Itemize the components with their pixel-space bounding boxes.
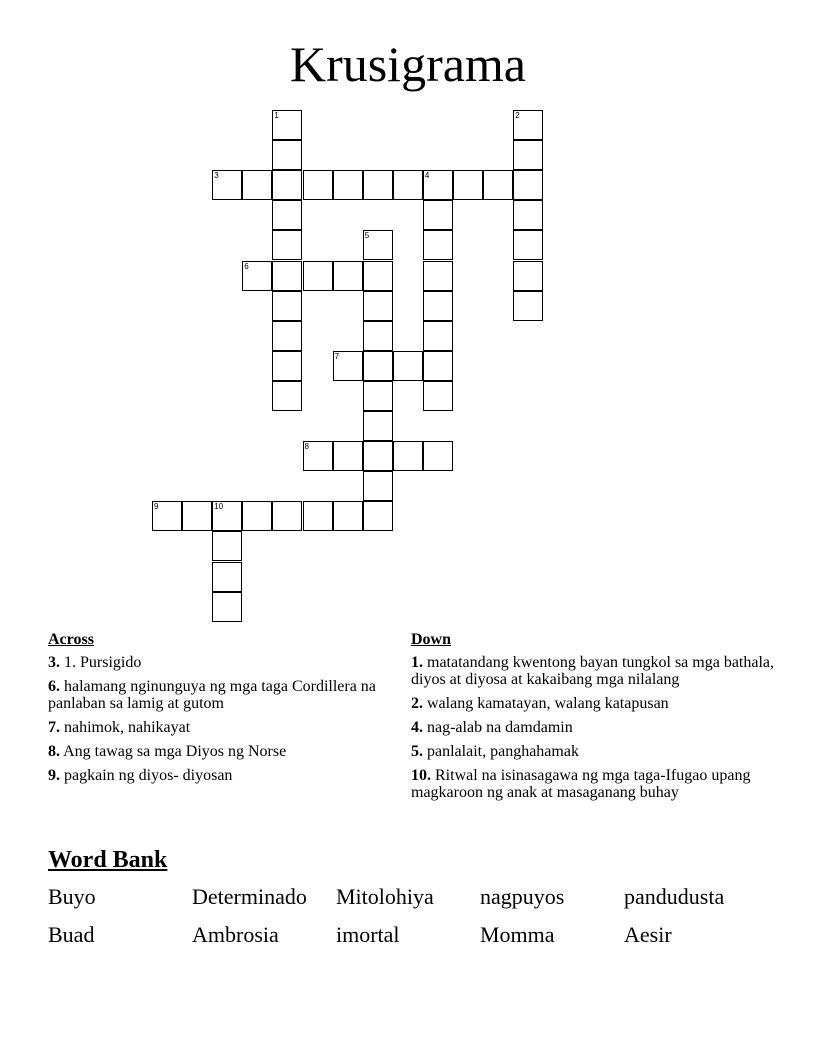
clue-number: 3. <box>48 654 60 671</box>
across-heading: Across <box>48 631 94 648</box>
crossword-cell[interactable] <box>242 261 272 291</box>
cell-number: 9 <box>154 502 159 512</box>
crossword-cell[interactable] <box>513 200 543 230</box>
word-bank-item: nagpuyos <box>480 884 565 909</box>
clue-text: halamang nginunguya ng mga taga Cordillera na panlaban sa lamig at gutom <box>48 678 376 712</box>
crossword-cell[interactable] <box>272 381 302 411</box>
crossword-cell[interactable] <box>423 170 453 200</box>
crossword-cell[interactable] <box>363 381 393 411</box>
crossword-cell[interactable] <box>513 291 543 321</box>
crossword-cell[interactable] <box>423 441 453 471</box>
crossword-cell[interactable] <box>423 321 453 351</box>
crossword-cell[interactable] <box>303 501 333 531</box>
clue-number: 6. <box>48 678 60 695</box>
clue-text: nag-alab na damdamin <box>427 719 573 736</box>
cell-number: 8 <box>304 442 309 452</box>
cell-number: 5 <box>364 231 370 241</box>
word-bank-item: Mitolohiya <box>336 884 434 909</box>
crossword-cell[interactable] <box>272 351 302 381</box>
word-bank-item: Aesir <box>624 922 672 947</box>
down-heading: Down <box>411 631 452 648</box>
crossword-cell[interactable] <box>513 170 543 200</box>
crossword-cell[interactable] <box>513 140 543 170</box>
clue-down-1 <box>411 654 781 688</box>
crossword-cell[interactable] <box>212 170 242 200</box>
crossword-cell[interactable] <box>363 441 393 471</box>
crossword-cell[interactable] <box>303 261 333 291</box>
clue-across-9 <box>48 767 378 784</box>
crossword-cell[interactable] <box>242 170 272 200</box>
clue-down-2 <box>411 695 781 712</box>
crossword-cell[interactable] <box>272 501 302 531</box>
down-clues <box>411 630 781 808</box>
crossword-cell[interactable] <box>333 261 363 291</box>
cell-number: 6 <box>244 261 249 271</box>
clue-number: 2. <box>411 695 423 712</box>
word-bank-item: Determinado <box>192 884 307 909</box>
crossword-cell[interactable] <box>453 170 483 200</box>
crossword-cell[interactable] <box>333 501 363 531</box>
clue-number: 8. <box>48 743 60 760</box>
crossword-cell[interactable] <box>363 321 393 351</box>
crossword-cell[interactable] <box>212 562 242 592</box>
crossword-cell[interactable] <box>393 170 423 200</box>
crossword-cell[interactable] <box>363 471 393 501</box>
crossword-cell[interactable] <box>423 230 453 260</box>
clue-across-8 <box>48 743 378 760</box>
crossword-cell[interactable] <box>363 351 393 381</box>
crossword-cell[interactable] <box>272 291 302 321</box>
word-bank-item: pandudusta <box>624 884 725 909</box>
crossword-cell[interactable] <box>303 170 333 200</box>
clue-text: pagkain ng diyos- diyosan <box>64 767 233 784</box>
cell-number: 4 <box>424 171 430 181</box>
crossword-cell[interactable] <box>272 321 302 351</box>
across-clues <box>48 630 378 791</box>
cell-number: 10 <box>214 502 224 512</box>
crossword-cell[interactable] <box>363 501 393 531</box>
crossword-cell[interactable] <box>212 531 242 561</box>
word-bank <box>48 882 768 950</box>
word-bank-item: imortal <box>336 922 400 947</box>
cell-number: 7 <box>334 351 340 361</box>
crossword-cell[interactable] <box>272 110 302 140</box>
crossword-cell[interactable] <box>423 351 453 381</box>
crossword-cell[interactable] <box>272 261 302 291</box>
word-bank-item: Buyo <box>48 884 96 909</box>
clue-number: 1. <box>411 654 423 671</box>
crossword-cell[interactable] <box>272 230 302 260</box>
word-bank-item: Momma <box>480 922 555 947</box>
crossword-cell[interactable] <box>272 170 302 200</box>
clue-text: Ritwal na isinasagawa ng mga taga-Ifugao upang magkaroon ng anak at masaganang buhay <box>411 767 751 801</box>
cell-number: 1 <box>274 111 279 120</box>
clue-number: 7. <box>48 719 60 736</box>
crossword-cell[interactable] <box>423 381 453 411</box>
clue-text: 1. Pursigido <box>64 654 142 671</box>
clue-across-6 <box>48 678 378 712</box>
clue-number: 5. <box>411 743 423 760</box>
crossword-cell[interactable] <box>212 501 242 531</box>
crossword-cell[interactable] <box>272 140 302 170</box>
clue-text: Ang tawag sa mga Diyos ng Norse <box>63 743 287 760</box>
clue-text: nahimok, nahikayat <box>64 719 191 736</box>
word-bank-item: Ambrosia <box>192 922 279 947</box>
crossword-cell[interactable] <box>303 441 333 471</box>
crossword-cell[interactable] <box>152 501 182 531</box>
clue-number: 4. <box>411 719 423 736</box>
crossword-cell[interactable] <box>363 170 393 200</box>
clue-down-10 <box>411 767 781 801</box>
crossword-cell[interactable] <box>393 351 423 381</box>
crossword-cell[interactable] <box>483 170 513 200</box>
clue-text: matatandang kwentong bayan tungkol sa mga bathala, diyos at diyosa at kakaibang mga nilalang <box>411 654 775 688</box>
crossword-cell[interactable] <box>272 200 302 230</box>
crossword-cell[interactable] <box>182 501 212 531</box>
crossword-cell[interactable] <box>363 261 393 291</box>
cell-number: 3 <box>214 171 219 181</box>
crossword-cell[interactable] <box>333 170 363 200</box>
crossword-cell[interactable] <box>212 592 242 622</box>
crossword-cell[interactable] <box>333 441 363 471</box>
crossword-cell[interactable] <box>513 261 543 291</box>
clue-down-4 <box>411 719 781 736</box>
crossword-cell[interactable] <box>423 261 453 291</box>
crossword-cell[interactable] <box>363 230 393 260</box>
crossword-cell[interactable] <box>513 110 543 140</box>
crossword-cell[interactable] <box>242 501 272 531</box>
crossword-cell[interactable] <box>423 200 453 230</box>
word-bank-item: Buad <box>48 922 95 947</box>
crossword-cell[interactable] <box>393 441 423 471</box>
clue-across-3 <box>48 654 378 671</box>
clue-across-7 <box>48 719 378 736</box>
crossword-cell[interactable] <box>423 291 453 321</box>
clue-number: 9. <box>48 767 60 784</box>
word-bank-title: Word Bank <box>48 847 168 873</box>
clue-text: panlalait, panghahamak <box>427 743 579 760</box>
crossword-cell[interactable] <box>363 291 393 321</box>
cell-number: 2 <box>515 111 520 120</box>
clue-number: 10. <box>411 767 431 784</box>
page-title: Krusigrama <box>289 36 527 92</box>
crossword-cell[interactable] <box>363 411 393 441</box>
clue-down-5 <box>411 743 781 760</box>
clue-text: walang kamatayan, walang katapusan <box>427 695 669 712</box>
crossword-cell[interactable] <box>513 230 543 260</box>
crossword-cell[interactable] <box>333 351 363 381</box>
